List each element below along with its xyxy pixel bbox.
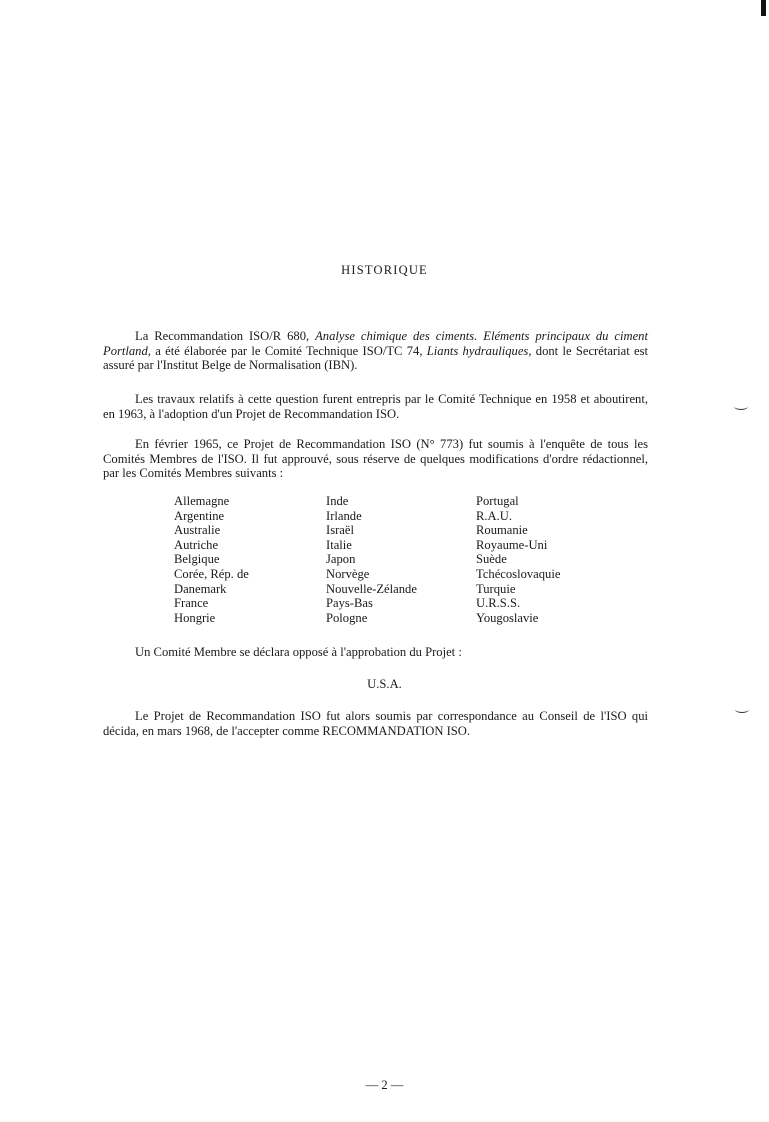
country-item: Pologne [326, 610, 368, 625]
paragraph-intro [103, 329, 648, 373]
opposed-intro: Un Comité Membre se déclara opposé à l'approbation du Projet : [135, 645, 462, 659]
country-item: Portugal [476, 494, 519, 508]
paragraph-enquiry [103, 437, 648, 481]
countries-column-1 [174, 494, 249, 625]
intro-text-1: La Recommandation ISO/R 680, [135, 329, 316, 343]
intro-text-2: a été élaborée par le Comité Technique ISO/TC 74, [150, 343, 427, 358]
country-item: Danemark [174, 581, 227, 596]
paragraph-conclusion [103, 709, 648, 738]
country-item: Argentine [174, 508, 225, 523]
country-item: Yougoslavie [476, 610, 539, 625]
country-item: Royaume-Uni [476, 537, 548, 552]
country-item: Japon [326, 552, 356, 567]
page-number: — 2 — [365, 1078, 404, 1092]
country-item: Israël [326, 523, 354, 538]
conclusion-text: Le Projet de Recommandation ISO fut alors soumis par correspondance au Conseil de l'ISO qui décida, en mars 1968, de l'accepter comme RECOMMANDATION ISO. [103, 709, 648, 738]
intro-text-3: dont le Secrétariat est assuré par l'Institut Belge de Normalisation (IBN). [103, 343, 648, 372]
country-item: R.A.U. [476, 508, 513, 523]
country-item: Hongrie [174, 610, 216, 625]
paragraph-history [103, 392, 648, 421]
intro-committee-italic: Liants hydrauliques, [426, 343, 532, 358]
country-item: Turquie [476, 581, 516, 596]
country-item: Corée, Rép. de [174, 566, 249, 581]
opposed-member: U.S.A. [367, 677, 402, 691]
countries-column-3 [476, 494, 560, 625]
country-item: Irlande [326, 508, 362, 523]
country-item: Allemagne [174, 494, 230, 508]
country-item: Tchécoslovaquie [476, 566, 561, 581]
countries-column-2 [326, 494, 417, 625]
history-text: Les travaux relatifs à cette question furent entrepris par le Comité Technique en 1958 et aboutirent, en 1963, à l'adoption d'un Projet de Recommandation ISO. [103, 392, 648, 421]
scan-edge-mark [761, 0, 766, 16]
country-item: Norvège [326, 566, 370, 581]
country-item: Nouvelle-Zélande [326, 581, 417, 596]
page-title: HISTORIQUE [341, 263, 428, 277]
country-item: Belgique [174, 552, 220, 567]
country-item: Autriche [174, 537, 219, 552]
enquiry-text: En février 1965, ce Projet de Recommandation ISO (N° 773) fut soumis à l'enquête de tous les Comités Membres de l'ISO. Il fut approuvé, sous réserve de quelques modifications d'ordre rédactionnel, par les Comités Membres suivants : [103, 437, 648, 480]
country-item: Pays-Bas [326, 596, 373, 611]
intro-title-italic: Analyse chimique des ciments. Eléments principaux du ciment Portland, [103, 329, 648, 358]
country-item: U.R.S.S. [476, 596, 521, 611]
country-item: Italie [326, 537, 352, 552]
country-item: France [174, 596, 209, 611]
margin-mark-2 [735, 706, 749, 713]
margin-mark-1 [734, 403, 748, 410]
member-countries-list [174, 494, 594, 634]
country-item: Roumanie [476, 523, 528, 538]
country-item: Inde [326, 494, 349, 508]
country-item: Australie [174, 523, 221, 538]
country-item: Suède [476, 552, 507, 567]
